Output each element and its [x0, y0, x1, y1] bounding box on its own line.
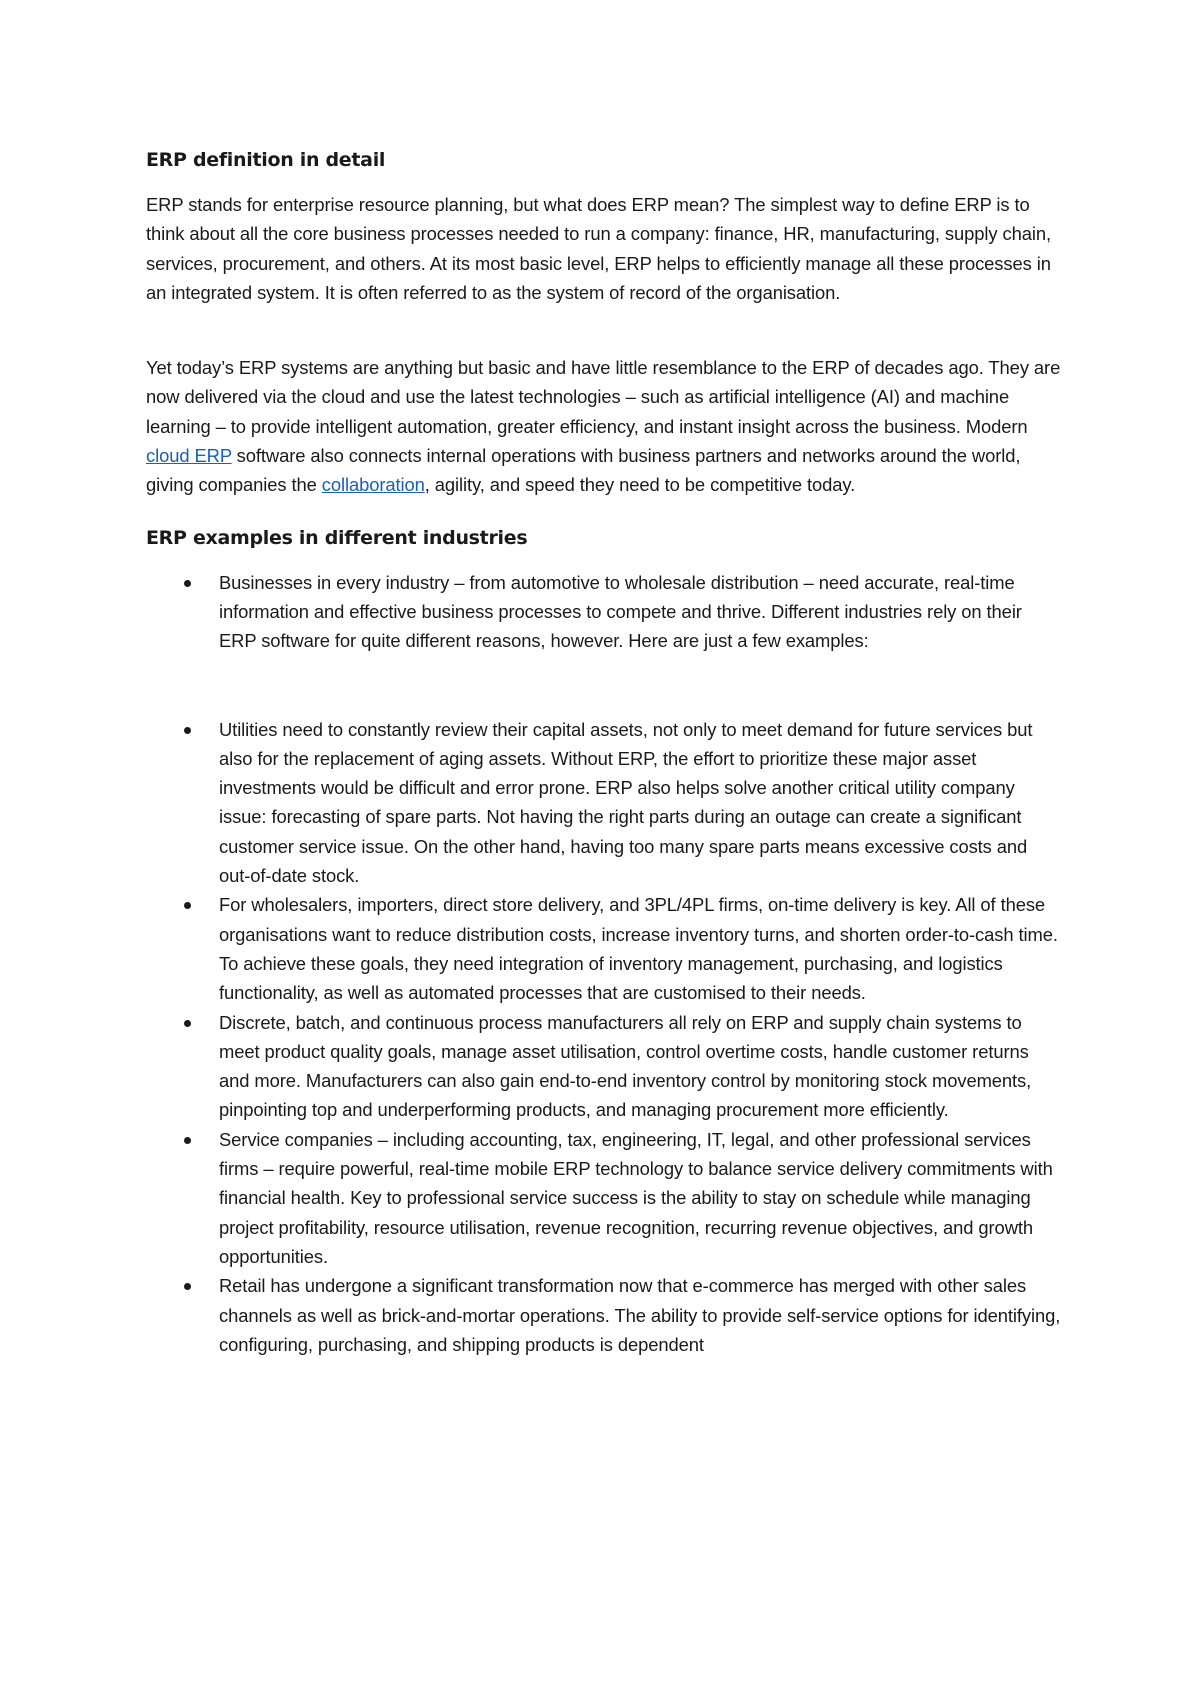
- bullet-icon: [184, 727, 191, 734]
- list-item: [146, 1008, 1062, 1125]
- bullet-icon: [184, 1020, 191, 1027]
- list-item-text: Utilities need to constantly review their capital assets, not only to meet demand for future services but also for the replacement of aging assets. Without ERP, the effort to prioritize these major asset investments would be difficult and error prone. ERP also helps solve another critical utility company issue: forecasting of spare parts. Not having the right parts during an outage can create a significant customer service issue. On the other hand, having too many spare parts means excessive costs and out-of-date stock.: [219, 718, 1033, 887]
- collaboration-link[interactable]: collaboration: [321, 474, 425, 496]
- cloud-erp-link[interactable]: cloud ERP: [146, 445, 232, 467]
- industry-examples-list: [146, 568, 1062, 1359]
- list-item-text: Retail has undergone a significant transformation now that e-commerce has merged with other sales channels as well as brick-and-mortar operations. The ability to provide self-service options for identifying, configuring, purchasing, and shipping products is dependent: [219, 1275, 1061, 1355]
- bullet-icon: [184, 580, 191, 587]
- heading-erp-definition: ERP definition in detail: [146, 149, 386, 171]
- list-item-text: Businesses in every industry – from automotive to wholesale distribution – need accurate, real-time information and effective business processes to compete and thrive. Different industries rely on their ERP software for quite different reasons, however. Here are just a few examples:: [219, 571, 1022, 652]
- paragraph-text-2: software also connects internal operations with business partners and networks around the world, giving companies the: [146, 445, 1021, 496]
- paragraph-text-1: Yet today’s ERP systems are anything but basic and have little resemblance to the ERP of decades ago. They are now delivered via the cloud and use the latest technologies – such as artificial intelligence (AI) and machine learning – to provide intelligent automation, greater efficiency, and instant insight across the business. Modern: [146, 357, 1061, 437]
- heading-erp-examples: ERP examples in different industries: [146, 526, 528, 549]
- paragraph-erp-definition: ERP stands for enterprise resource planning, but what does ERP mean? The simplest way to define ERP is to think about all the core business processes needed to run a company: finance, HR, manufacturing, supply chain, services, procurement, and others. At its most basic level, ERP helps to efficiently manage all these processes in an integrated system. It is often referred to as the system of record of the organisation.: [146, 194, 1051, 303]
- list-item: [146, 715, 1062, 891]
- paragraph-text-3: , agility, and speed they need to be competitive today.: [424, 474, 856, 496]
- list-item-text: For wholesalers, importers, direct store delivery, and 3PL/4PL firms, on-time delivery is key. All of these organisations want to reduce distribution costs, increase inventory turns, and shorten order-to-cash time. To achieve these goals, they need integration of inventory management, purchasing, and logistics functionality, as well as automated processes that are customised to their needs.: [219, 894, 1058, 1004]
- paragraph-todays-erp: [146, 353, 1062, 499]
- list-item: [146, 568, 1062, 656]
- bullet-icon: [184, 1283, 191, 1290]
- list-item: [146, 890, 1062, 1007]
- list-item: [146, 1125, 1062, 1271]
- bullet-icon: [184, 1137, 191, 1144]
- document-body: [146, 146, 1062, 1359]
- bullet-icon: [184, 902, 191, 909]
- list-item-text: Service companies – including accounting, tax, engineering, IT, legal, and other professional services firms – require powerful, real-time mobile ERP technology to balance service delivery commitments with financial health. Key to professional service success is the ability to stay on schedule while managing project profitability, resource utilisation, revenue recognition, recurring revenue objectives, and growth opportunities.: [219, 1128, 1053, 1267]
- list-item: [146, 1271, 1062, 1359]
- list-item-text: Discrete, batch, and continuous process manufacturers all rely on ERP and supply chain systems to meet product quality goals, manage asset utilisation, control overtime costs, handle customer returns and more. Manufacturers can also gain end-to-end inventory control by monitoring stock movements, pinpointing top and underperforming products, and managing procurement more efficiently.: [219, 1011, 1032, 1121]
